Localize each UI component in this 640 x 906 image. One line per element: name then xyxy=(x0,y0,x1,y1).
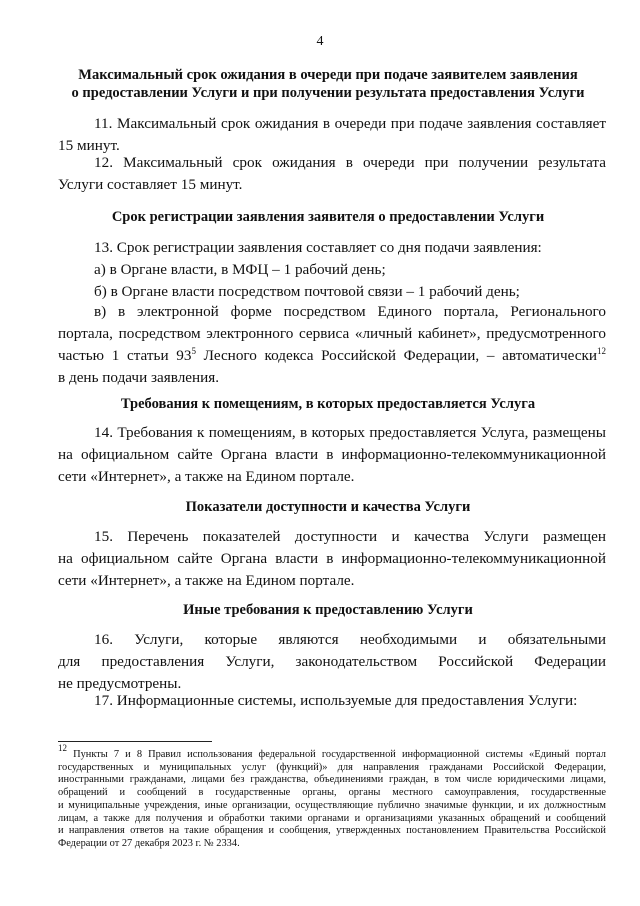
paragraph-line: 11. Максимальный срок ожидания в очереди при подаче заявления составляет xyxy=(94,115,606,132)
paragraph-14 xyxy=(58,422,606,488)
section-heading-registration: Срок регистрации заявления заявителя о предоставлении Услуги xyxy=(111,209,545,225)
paragraph-line: не предусмотрены. xyxy=(58,675,182,692)
heading-line: о предоставлении Услуги и при получении результата предоставления Услуги xyxy=(71,85,585,101)
paragraph-line xyxy=(58,345,606,367)
footnote-marker: 12 xyxy=(58,743,67,753)
footnote-reference: 12 xyxy=(597,346,606,356)
paragraph-line: в день подачи заявления. xyxy=(58,369,220,386)
text-fragment: Пункты 7 и 8 Правил использования федеральной государственной информационной системы «Единый портал xyxy=(67,749,606,760)
paragraph-line: на официальном сайте Органа власти в информационно-телекоммуникационной xyxy=(58,550,606,567)
paragraph-line: сети «Интернет», а также на Едином портале. xyxy=(58,468,355,485)
paragraph-line: сети «Интернет», а также на Едином портале. xyxy=(58,572,355,589)
page-number: 4 xyxy=(316,34,324,49)
section-heading-accessibility: Показатели доступности и качества Услуги xyxy=(185,499,471,515)
paragraph-13: 13. Срок регистрации заявления составляет со дня подачи заявления: xyxy=(94,239,542,256)
paragraph-line: 16. Услуги, которые являются необходимыми и обязательными xyxy=(94,631,606,648)
footnote-separator xyxy=(58,741,212,742)
paragraph-15 xyxy=(58,526,606,592)
footnote-line: Федерации от 27 декабря 2023 г. № 2334. xyxy=(58,837,240,849)
paragraph-line: Услуги составляет 15 минут. xyxy=(58,176,243,193)
paragraph-line: портала, посредством электронного сервиса «личный кабинет», предусмотренного xyxy=(58,325,606,342)
paragraph-line: в) в электронной форме посредством Единого портала, Регионального xyxy=(94,303,606,320)
paragraph-13a: а) в Органе власти, в МФЦ – 1 рабочий день; xyxy=(94,261,386,278)
paragraph-16 xyxy=(58,629,606,695)
footnote xyxy=(58,743,606,851)
footnote-line: обращений и сообщений в государственные органы, органы местного самоуправления, государственные xyxy=(58,787,606,799)
paragraph-line: 14. Требования к помещениям, в которых предоставляется Услуга, размещены xyxy=(94,424,606,441)
footnote-line: государственных и муниципальных услуг (функций)» для направления гражданами Российской Федерации, xyxy=(58,761,606,773)
footnote-line xyxy=(58,743,606,762)
paragraph-line: 12. Максимальный срок ожидания в очереди при получении результата xyxy=(94,154,606,171)
paragraph-13c xyxy=(58,301,606,389)
section-heading-premises: Требования к помещениям, в которых предоставляется Услуга xyxy=(120,396,536,412)
paragraph-11 xyxy=(58,113,606,157)
paragraph-line: для предоставления Услуги, законодательством Российской Федерации xyxy=(58,653,606,670)
paragraph-17: 17. Информационные системы, используемые для предоставления Услуги: xyxy=(94,692,578,709)
section-heading-waiting-time xyxy=(50,66,606,102)
superscript: 5 xyxy=(191,346,196,356)
paragraph-line: на официальном сайте Органа власти в информационно-телекоммуникационной xyxy=(58,446,606,463)
footnote-line: иностранными гражданами, лицами без гражданства, объединениями граждан, в том числе юридическими лицами, xyxy=(58,774,606,786)
footnote-line: лицам, а также для получения и обработки такими органами и организациями указанных обращений и сообщений xyxy=(58,812,606,824)
heading-line: Максимальный срок ожидания в очереди при подаче заявителем заявления xyxy=(78,67,578,83)
paragraph-13b: б) в Органе власти посредством почтовой связи – 1 рабочий день; xyxy=(94,283,520,300)
section-heading-other-requirements: Иные требования к предоставлению Услуги xyxy=(183,602,473,618)
paragraph-12 xyxy=(58,152,606,196)
paragraph-line: 15. Перечень показателей доступности и качества Услуги размещен xyxy=(94,528,606,545)
text-fragment: частью 1 статьи 93 xyxy=(58,347,192,364)
footnote-line: и направления ответов на такие обращения и сообщения, утвержденных постановлением Правительства Российской xyxy=(58,825,606,837)
footnote-line: и муниципальные учреждения, иные организации, осуществляющие публично значимые функции, и их должностным xyxy=(58,799,606,811)
paragraph-line: 15 минут. xyxy=(58,137,120,154)
text-fragment: Лесного кодекса Российской Федерации, – автоматически xyxy=(195,347,597,364)
